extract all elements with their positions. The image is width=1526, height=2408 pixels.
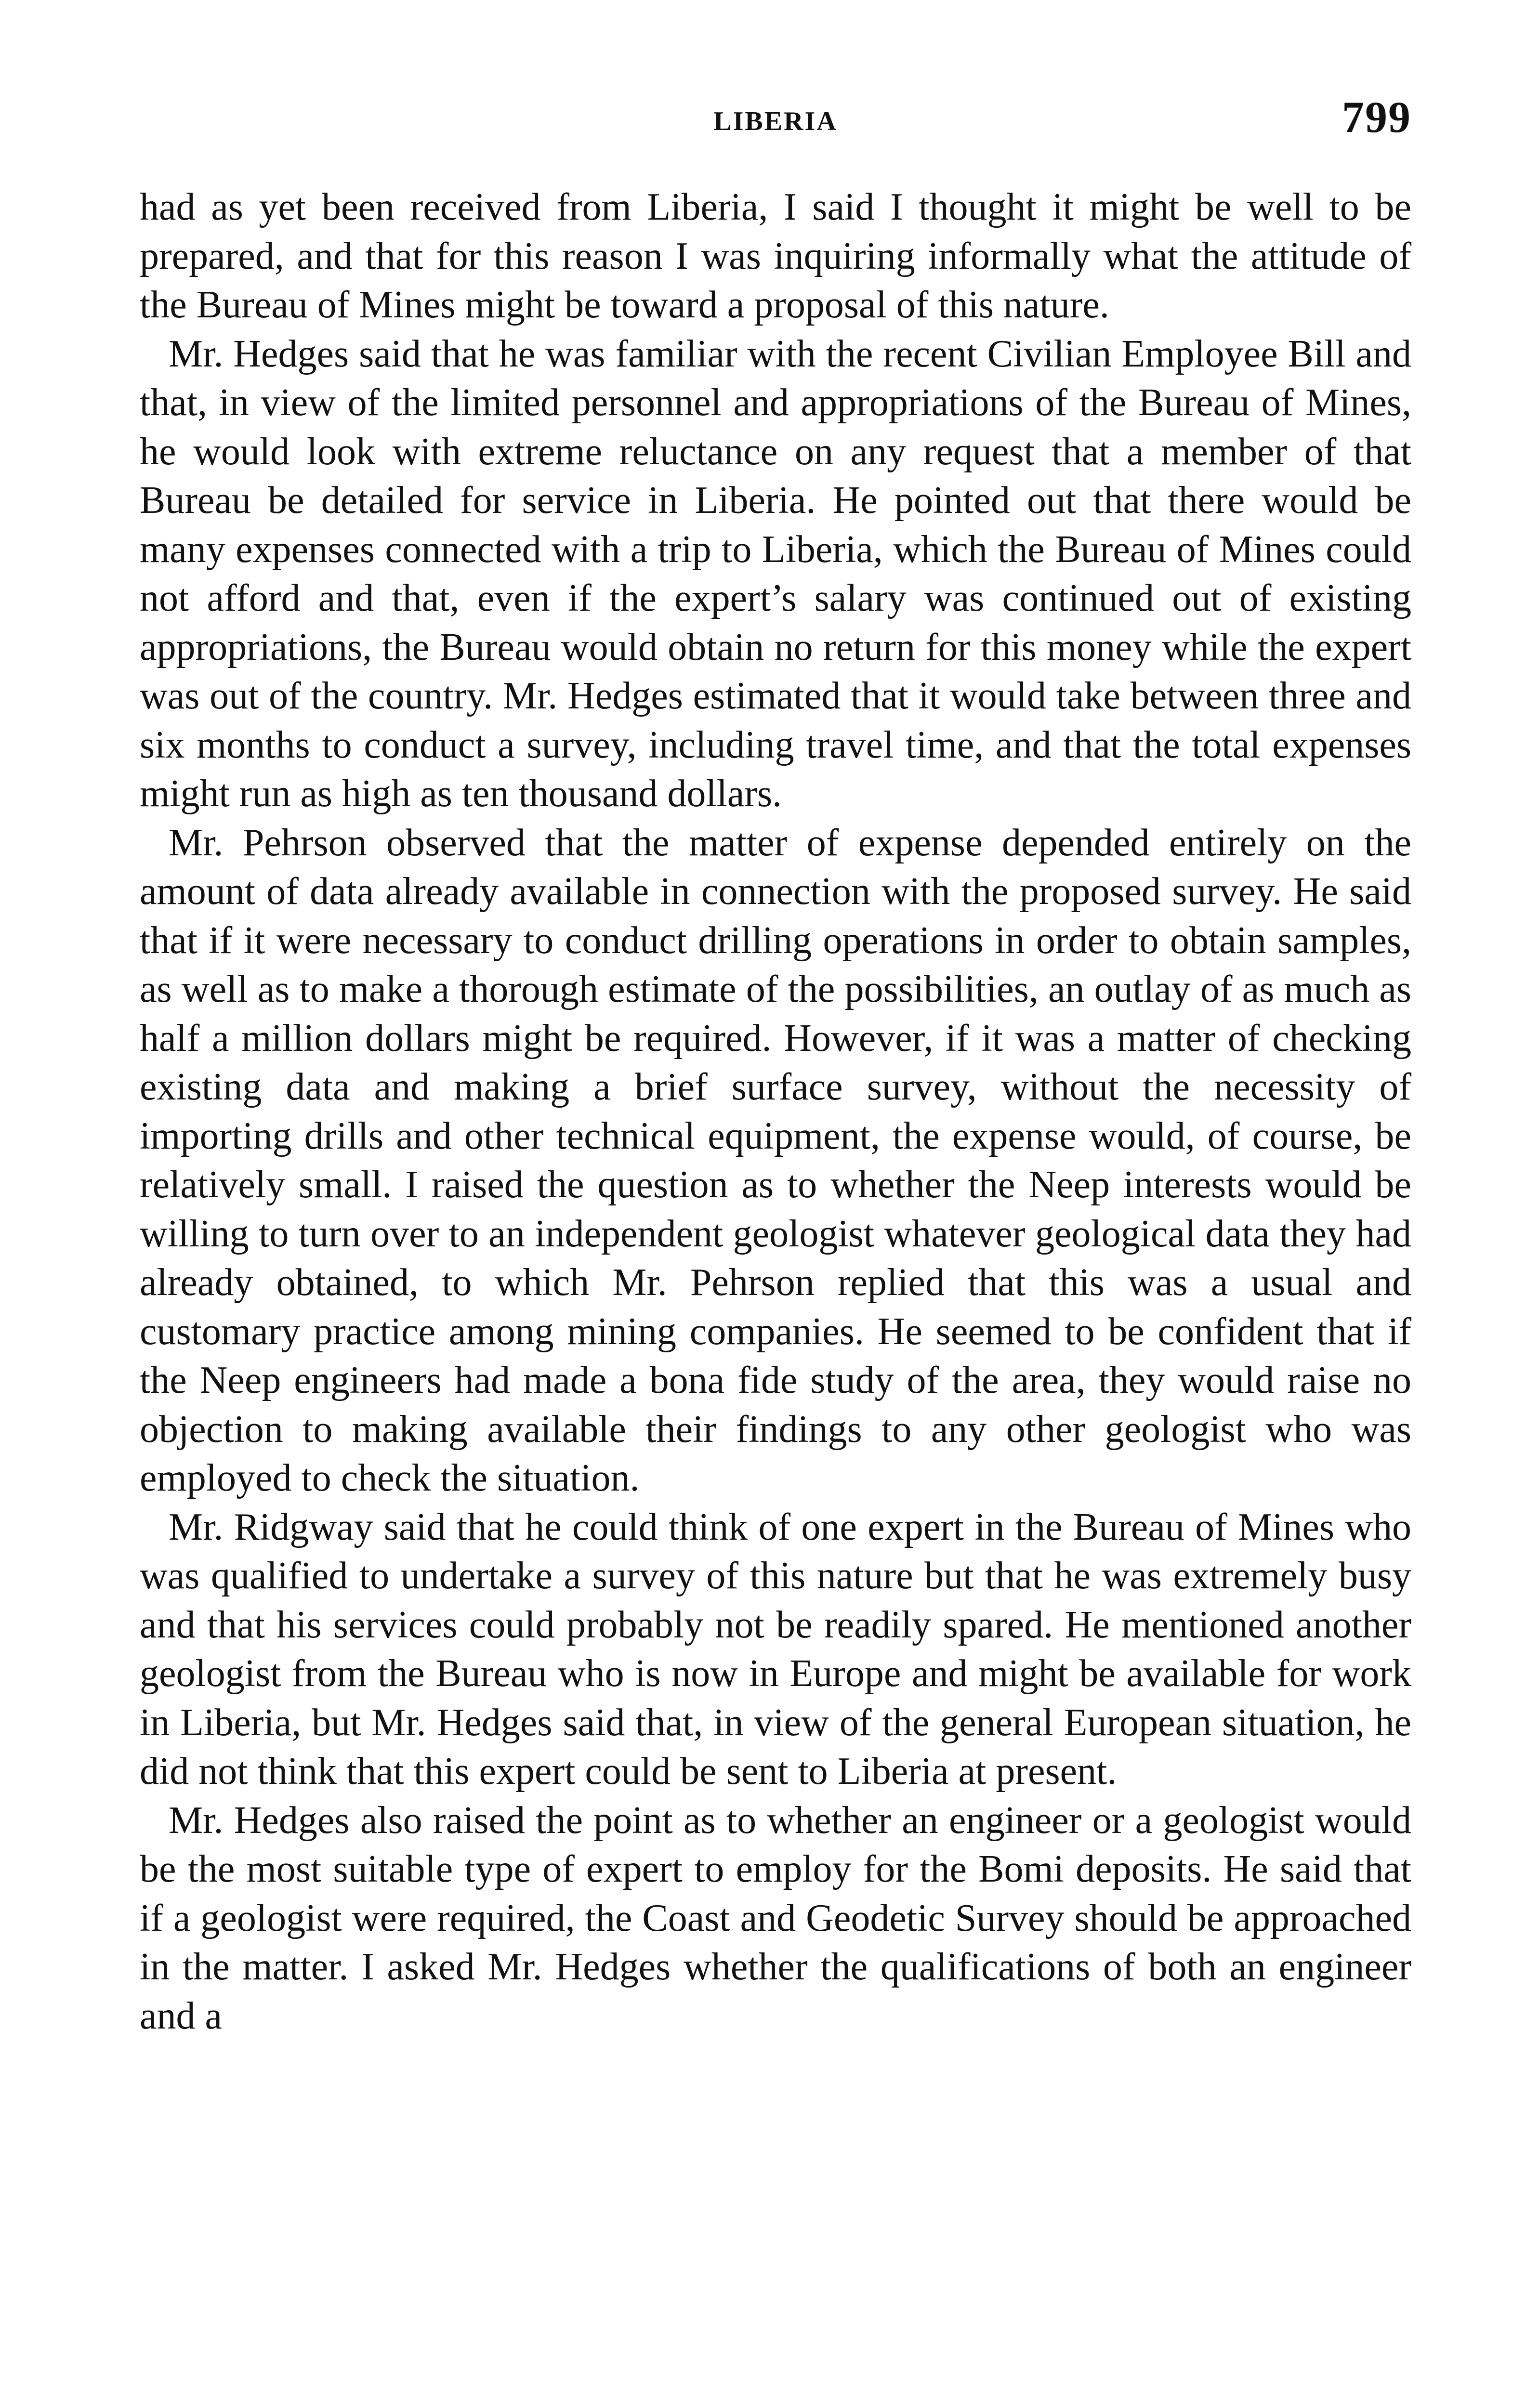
page-number: 799 xyxy=(1342,92,1411,142)
body-text xyxy=(140,183,1411,2041)
paragraph-engineer-geologist: Mr. Hedges also raised the point as to whether an engineer or a geologist would be the most suitable type of expert to employ for the Bomi deposits. He said that if a geologist were required, the Coast and Geodetic Survey should be approached in the matter. I asked Mr. Hedges whether the qualifications of both an engineer and a xyxy=(140,1799,1411,2037)
paragraph-hedges-bill: Mr. Hedges said that he was familiar with the recent Civilian Employee Bill and that, in view of the limited personnel and appropriations of the Bureau of Mines, he would look with extreme reluctance on any request that a member of that Bureau be detailed for service in Liberia. He pointed out that there would be many expenses connected with a trip to Liberia, which the Bureau of Mines could not afford and that, even if the expert’s salary was continued out of existing appropriations, the Bureau would obtain no return for this money while the expert was out of the country. Mr. Hedges estimated that it would take between three and six months to conduct a survey, including travel time, and that the total expenses might run as high as ten thousand dollars. xyxy=(140,332,1411,815)
paragraph-pehrson-expense: Mr. Pehrson observed that the matter of expense depended entirely on the amount of data already available in connection with the proposed survey. He said that if it were necessary to conduct drilling operations in order to obtain samples, as well as to make a thorough estimate of the possibilities, an outlay of as much as half a million dollars might be required. However, if it was a matter of checking existing data and making a brief surface survey, without the necessity of importing drills and other technical equipment, the expense would, of course, be relatively small. I raised the question as to whether the Neep interests would be willing to turn over to an independent geologist whatever geological data they had already obtained, to which Mr. Pehrson replied that this was a usual and customary practice among mining companies. He seemed to be confident that if the Neep engineers had made a bona fide study of the area, they would raise no objection to making available their findings to any other geologist who was employed to check the situation. xyxy=(140,821,1411,1499)
paragraph-continued: had as yet been received from Liberia, I said I thought it might be well to be prepared, and that for this reason I was inquiring informally what the attitude of the Bureau of Mines might be toward a proposal of this nature. xyxy=(140,186,1411,326)
running-head: LIBERIA xyxy=(713,106,838,136)
page-header xyxy=(140,92,1411,149)
paragraph-ridgway-expert: Mr. Ridgway said that he could think of one expert in the Bureau of Mines who was qualified to undertake a survey of this nature but that he was extremely busy and that his services could probably not be readily spared. He mentioned another geologist from the Bureau who is now in Europe and might be available for work in Liberia, but Mr. Hedges said that, in view of the general European situation, he did not think that this expert could be sent to Liberia at present. xyxy=(140,1505,1411,1793)
